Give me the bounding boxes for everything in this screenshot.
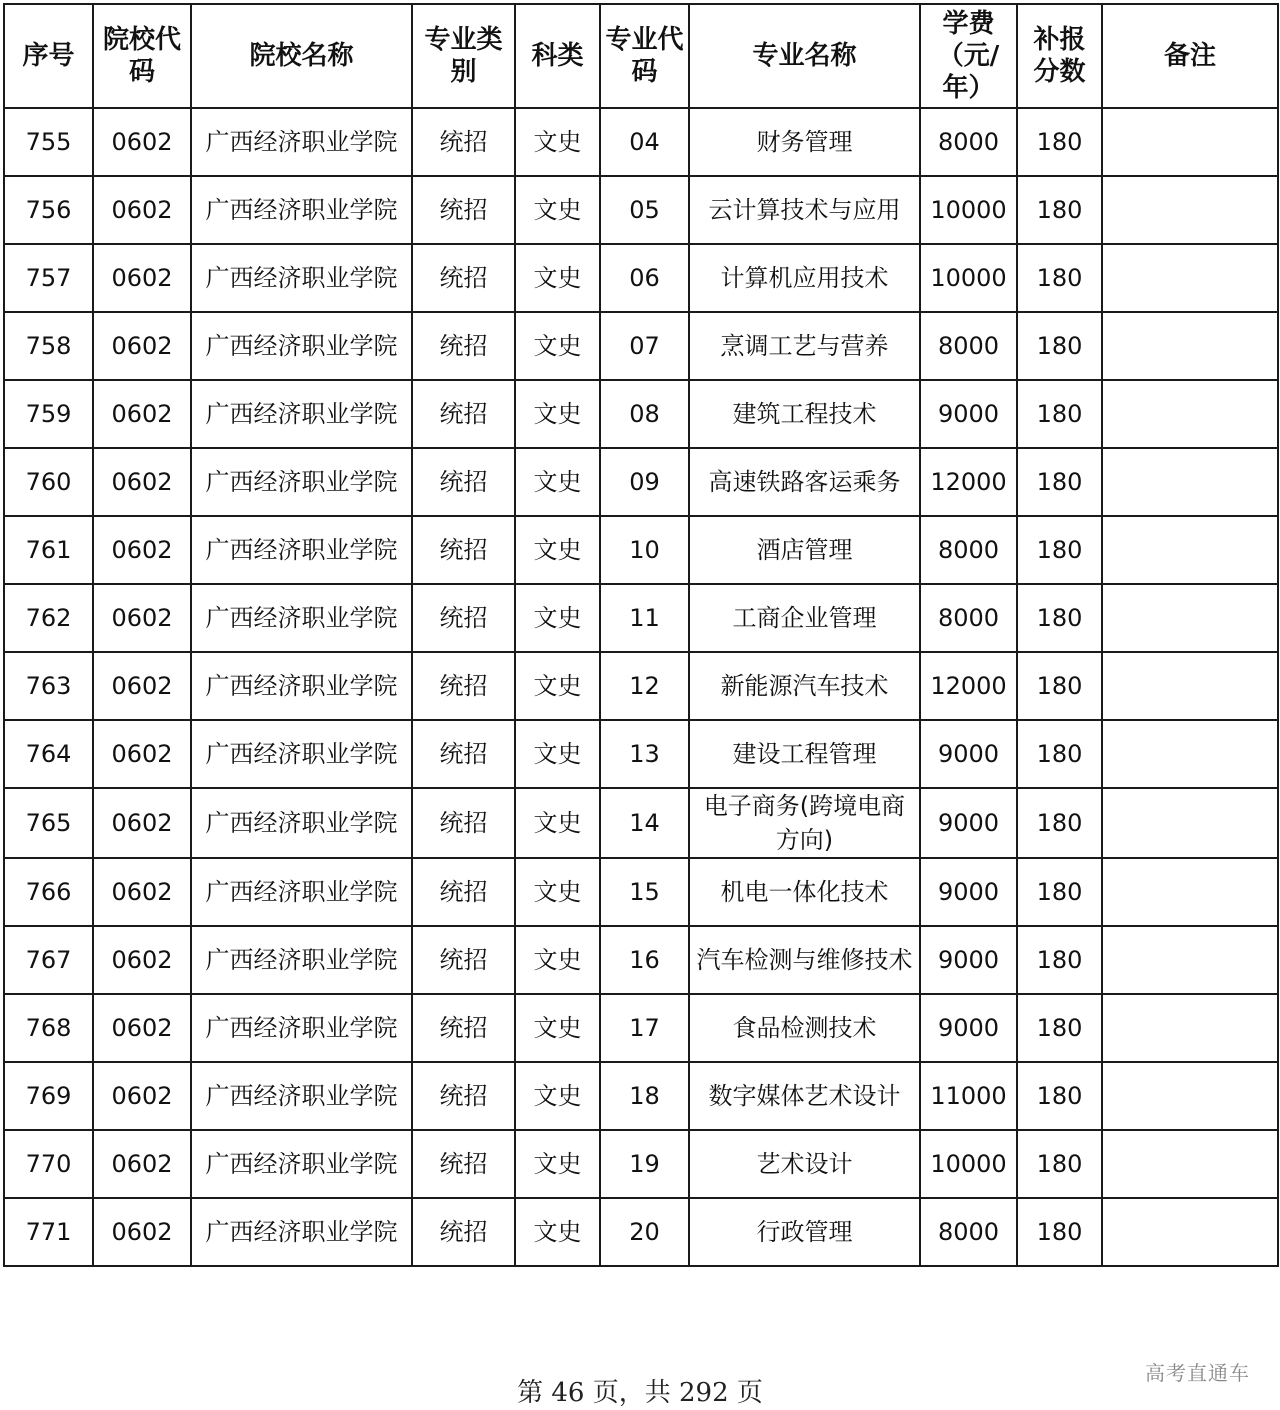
cell-subject: 文史 xyxy=(515,448,600,516)
cell-tuition: 8000 xyxy=(920,108,1017,176)
cell-school-code: 0602 xyxy=(93,448,191,516)
header-cell-school-code: 院校代码 xyxy=(93,4,191,108)
cell-remarks xyxy=(1102,1130,1278,1198)
cell-score: 180 xyxy=(1017,176,1102,244)
table-row xyxy=(4,380,1278,448)
header-cell-major-name: 专业名称 xyxy=(689,4,920,108)
cell-major-category: 统招 xyxy=(412,858,515,926)
cell-index: 770 xyxy=(4,1130,93,1198)
header-row xyxy=(4,4,1278,108)
cell-tuition: 9000 xyxy=(920,720,1017,788)
cell-remarks xyxy=(1102,652,1278,720)
cell-index: 771 xyxy=(4,1198,93,1266)
cell-major-code: 04 xyxy=(600,108,689,176)
cell-major-code: 14 xyxy=(600,788,689,858)
cell-school-name: 广西经济职业学院 xyxy=(191,858,412,926)
table-row xyxy=(4,926,1278,994)
table-row xyxy=(4,788,1278,858)
table-row xyxy=(4,176,1278,244)
cell-score: 180 xyxy=(1017,584,1102,652)
cell-school-name: 广西经济职业学院 xyxy=(191,176,412,244)
cell-school-name: 广西经济职业学院 xyxy=(191,652,412,720)
cell-major-code: 19 xyxy=(600,1130,689,1198)
cell-major-category: 统招 xyxy=(412,584,515,652)
cell-school-name: 广西经济职业学院 xyxy=(191,1062,412,1130)
table-row xyxy=(4,312,1278,380)
cell-remarks xyxy=(1102,720,1278,788)
cell-remarks xyxy=(1102,858,1278,926)
cell-major-category: 统招 xyxy=(412,176,515,244)
cell-tuition: 10000 xyxy=(920,244,1017,312)
cell-score: 180 xyxy=(1017,1198,1102,1266)
cell-school-code: 0602 xyxy=(93,312,191,380)
cell-index: 760 xyxy=(4,448,93,516)
cell-school-name: 广西经济职业学院 xyxy=(191,1130,412,1198)
cell-major-name: 食品检测技术 xyxy=(689,994,920,1062)
admission-table xyxy=(3,3,1279,1267)
cell-major-category: 统招 xyxy=(412,926,515,994)
cell-subject: 文史 xyxy=(515,584,600,652)
cell-subject: 文史 xyxy=(515,720,600,788)
cell-major-name: 建设工程管理 xyxy=(689,720,920,788)
cell-remarks xyxy=(1102,1198,1278,1266)
cell-score: 180 xyxy=(1017,108,1102,176)
cell-score: 180 xyxy=(1017,1062,1102,1130)
cell-remarks xyxy=(1102,244,1278,312)
cell-score: 180 xyxy=(1017,858,1102,926)
cell-school-name: 广西经济职业学院 xyxy=(191,788,412,858)
cell-tuition: 12000 xyxy=(920,448,1017,516)
cell-school-code: 0602 xyxy=(93,516,191,584)
cell-major-code: 17 xyxy=(600,994,689,1062)
cell-major-name: 建筑工程技术 xyxy=(689,380,920,448)
cell-score: 180 xyxy=(1017,380,1102,448)
cell-major-category: 统招 xyxy=(412,720,515,788)
cell-major-name: 工商企业管理 xyxy=(689,584,920,652)
cell-school-code: 0602 xyxy=(93,652,191,720)
cell-school-name: 广西经济职业学院 xyxy=(191,448,412,516)
cell-major-name: 新能源汽车技术 xyxy=(689,652,920,720)
header-cell-tuition: 学费（元/年） xyxy=(920,4,1017,108)
cell-tuition: 9000 xyxy=(920,926,1017,994)
cell-school-name: 广西经济职业学院 xyxy=(191,244,412,312)
cell-school-name: 广西经济职业学院 xyxy=(191,312,412,380)
table-row xyxy=(4,1130,1278,1198)
cell-school-name: 广西经济职业学院 xyxy=(191,380,412,448)
table-row xyxy=(4,448,1278,516)
cell-tuition: 9000 xyxy=(920,858,1017,926)
cell-school-name: 广西经济职业学院 xyxy=(191,108,412,176)
cell-school-name: 广西经济职业学院 xyxy=(191,516,412,584)
cell-subject: 文史 xyxy=(515,312,600,380)
cell-remarks xyxy=(1102,176,1278,244)
table-row xyxy=(4,108,1278,176)
cell-remarks xyxy=(1102,584,1278,652)
cell-school-name: 广西经济职业学院 xyxy=(191,926,412,994)
table-row xyxy=(4,1198,1278,1266)
cell-score: 180 xyxy=(1017,720,1102,788)
cell-major-code: 05 xyxy=(600,176,689,244)
table-body xyxy=(4,108,1278,1266)
cell-major-code: 11 xyxy=(600,584,689,652)
cell-major-name: 数字媒体艺术设计 xyxy=(689,1062,920,1130)
cell-index: 763 xyxy=(4,652,93,720)
cell-subject: 文史 xyxy=(515,516,600,584)
header-cell-index: 序号 xyxy=(4,4,93,108)
cell-major-code: 07 xyxy=(600,312,689,380)
cell-score: 180 xyxy=(1017,516,1102,584)
cell-school-code: 0602 xyxy=(93,788,191,858)
cell-remarks xyxy=(1102,108,1278,176)
cell-tuition: 10000 xyxy=(920,1130,1017,1198)
table-row xyxy=(4,720,1278,788)
cell-school-code: 0602 xyxy=(93,1130,191,1198)
watermark: 高考直通车 xyxy=(1145,1361,1250,1385)
cell-subject: 文史 xyxy=(515,926,600,994)
cell-major-category: 统招 xyxy=(412,108,515,176)
cell-tuition: 9000 xyxy=(920,380,1017,448)
cell-major-code: 12 xyxy=(600,652,689,720)
table-row xyxy=(4,994,1278,1062)
cell-tuition: 9000 xyxy=(920,788,1017,858)
cell-tuition: 11000 xyxy=(920,1062,1017,1130)
cell-tuition: 8000 xyxy=(920,312,1017,380)
cell-remarks xyxy=(1102,994,1278,1062)
cell-score: 180 xyxy=(1017,1130,1102,1198)
cell-subject: 文史 xyxy=(515,1130,600,1198)
cell-index: 756 xyxy=(4,176,93,244)
cell-school-code: 0602 xyxy=(93,108,191,176)
cell-major-category: 统招 xyxy=(412,448,515,516)
page-number: 第 46 页，共 292 页 xyxy=(517,1378,763,1408)
cell-subject: 文史 xyxy=(515,176,600,244)
header-cell-remarks: 备注 xyxy=(1102,4,1278,108)
header-cell-major-category: 专业类别 xyxy=(412,4,515,108)
cell-major-name: 艺术设计 xyxy=(689,1130,920,1198)
cell-index: 766 xyxy=(4,858,93,926)
cell-school-code: 0602 xyxy=(93,1198,191,1266)
cell-major-name: 电子商务(跨境电商方向) xyxy=(689,788,920,858)
cell-score: 180 xyxy=(1017,788,1102,858)
cell-major-category: 统招 xyxy=(412,1130,515,1198)
cell-index: 755 xyxy=(4,108,93,176)
cell-subject: 文史 xyxy=(515,1198,600,1266)
cell-major-category: 统招 xyxy=(412,380,515,448)
cell-remarks xyxy=(1102,516,1278,584)
cell-score: 180 xyxy=(1017,926,1102,994)
cell-school-name: 广西经济职业学院 xyxy=(191,584,412,652)
cell-index: 757 xyxy=(4,244,93,312)
cell-major-name: 机电一体化技术 xyxy=(689,858,920,926)
cell-school-code: 0602 xyxy=(93,926,191,994)
cell-major-name: 酒店管理 xyxy=(689,516,920,584)
cell-index: 759 xyxy=(4,380,93,448)
cell-major-category: 统招 xyxy=(412,788,515,858)
header-cell-major-code: 专业代码 xyxy=(600,4,689,108)
cell-remarks xyxy=(1102,448,1278,516)
cell-index: 768 xyxy=(4,994,93,1062)
cell-major-name: 财务管理 xyxy=(689,108,920,176)
cell-subject: 文史 xyxy=(515,994,600,1062)
cell-school-code: 0602 xyxy=(93,858,191,926)
cell-index: 764 xyxy=(4,720,93,788)
cell-major-code: 09 xyxy=(600,448,689,516)
cell-index: 769 xyxy=(4,1062,93,1130)
cell-school-code: 0602 xyxy=(93,1062,191,1130)
cell-major-category: 统招 xyxy=(412,244,515,312)
cell-school-code: 0602 xyxy=(93,244,191,312)
cell-score: 180 xyxy=(1017,652,1102,720)
cell-index: 761 xyxy=(4,516,93,584)
table-row xyxy=(4,858,1278,926)
cell-score: 180 xyxy=(1017,312,1102,380)
cell-major-code: 06 xyxy=(600,244,689,312)
cell-score: 180 xyxy=(1017,994,1102,1062)
cell-major-category: 统招 xyxy=(412,652,515,720)
cell-remarks xyxy=(1102,1062,1278,1130)
cell-tuition: 10000 xyxy=(920,176,1017,244)
cell-index: 765 xyxy=(4,788,93,858)
cell-school-name: 广西经济职业学院 xyxy=(191,720,412,788)
cell-school-name: 广西经济职业学院 xyxy=(191,994,412,1062)
cell-major-category: 统招 xyxy=(412,1198,515,1266)
cell-tuition: 8000 xyxy=(920,584,1017,652)
cell-score: 180 xyxy=(1017,448,1102,516)
table-row xyxy=(4,516,1278,584)
cell-subject: 文史 xyxy=(515,108,600,176)
cell-remarks xyxy=(1102,312,1278,380)
cell-major-code: 15 xyxy=(600,858,689,926)
cell-subject: 文史 xyxy=(515,380,600,448)
cell-school-code: 0602 xyxy=(93,176,191,244)
cell-major-category: 统招 xyxy=(412,312,515,380)
cell-major-code: 08 xyxy=(600,380,689,448)
cell-major-name: 云计算技术与应用 xyxy=(689,176,920,244)
header-cell-school-name: 院校名称 xyxy=(191,4,412,108)
cell-remarks xyxy=(1102,926,1278,994)
cell-major-code: 10 xyxy=(600,516,689,584)
cell-subject: 文史 xyxy=(515,1062,600,1130)
cell-subject: 文史 xyxy=(515,858,600,926)
cell-school-code: 0602 xyxy=(93,584,191,652)
cell-major-code: 18 xyxy=(600,1062,689,1130)
cell-major-code: 13 xyxy=(600,720,689,788)
cell-major-category: 统招 xyxy=(412,994,515,1062)
cell-index: 758 xyxy=(4,312,93,380)
cell-remarks xyxy=(1102,380,1278,448)
cell-index: 767 xyxy=(4,926,93,994)
cell-school-code: 0602 xyxy=(93,380,191,448)
cell-subject: 文史 xyxy=(515,652,600,720)
cell-subject: 文史 xyxy=(515,244,600,312)
cell-index: 762 xyxy=(4,584,93,652)
table-row xyxy=(4,652,1278,720)
cell-major-category: 统招 xyxy=(412,516,515,584)
cell-major-code: 16 xyxy=(600,926,689,994)
header-cell-score: 补报分数 xyxy=(1017,4,1102,108)
table-row xyxy=(4,244,1278,312)
cell-subject: 文史 xyxy=(515,788,600,858)
cell-school-code: 0602 xyxy=(93,994,191,1062)
header-cell-subject: 科类 xyxy=(515,4,600,108)
cell-major-name: 汽车检测与维修技术 xyxy=(689,926,920,994)
cell-major-code: 20 xyxy=(600,1198,689,1266)
table-row xyxy=(4,584,1278,652)
cell-tuition: 8000 xyxy=(920,516,1017,584)
cell-school-name: 广西经济职业学院 xyxy=(191,1198,412,1266)
cell-remarks xyxy=(1102,788,1278,858)
cell-tuition: 9000 xyxy=(920,994,1017,1062)
cell-score: 180 xyxy=(1017,244,1102,312)
table-row xyxy=(4,1062,1278,1130)
cell-major-name: 高速铁路客运乘务 xyxy=(689,448,920,516)
cell-major-name: 烹调工艺与营养 xyxy=(689,312,920,380)
cell-school-code: 0602 xyxy=(93,720,191,788)
cell-tuition: 12000 xyxy=(920,652,1017,720)
cell-tuition: 8000 xyxy=(920,1198,1017,1266)
cell-major-name: 行政管理 xyxy=(689,1198,920,1266)
cell-major-category: 统招 xyxy=(412,1062,515,1130)
cell-major-name: 计算机应用技术 xyxy=(689,244,920,312)
